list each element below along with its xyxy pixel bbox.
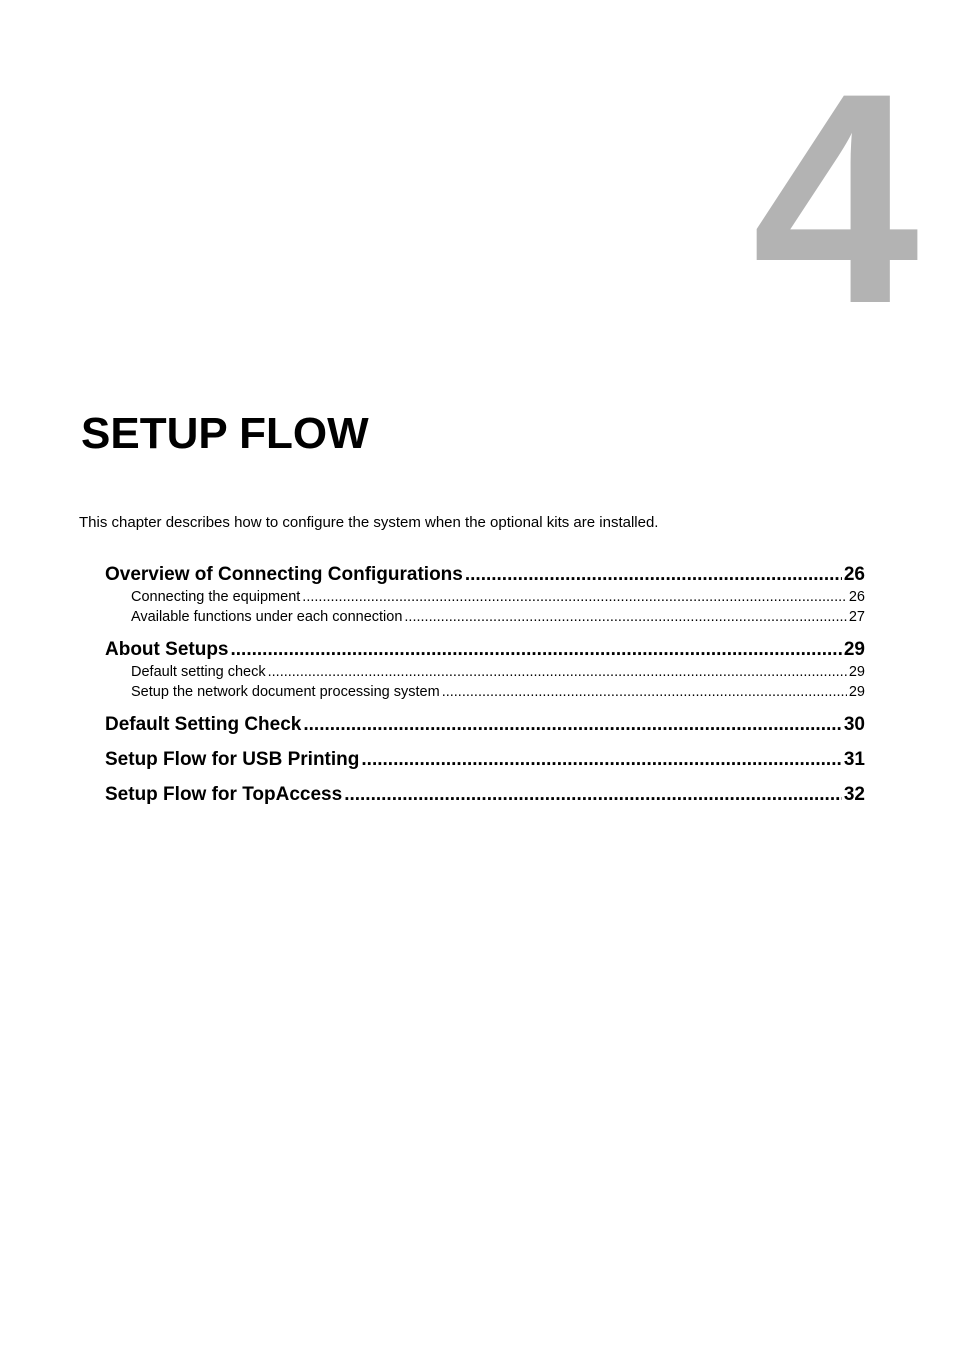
chapter-number: 4 [752,30,915,366]
toc-subentry[interactable] [131,682,865,702]
toc-section [105,713,865,737]
toc-section [105,748,865,772]
toc-entry-page: 32 [843,784,865,805]
toc-section [105,563,865,627]
toc-entry[interactable] [105,783,865,807]
toc-entry-page: 31 [843,749,865,770]
toc-leader-dots [302,587,847,607]
chapter-intro: This chapter describes how to configure the system when the optional kits are installed. [79,514,659,531]
toc-subentry-page: 29 [848,684,865,700]
toc-leader-dots [303,713,841,737]
toc-section [105,638,865,702]
toc-subentry[interactable] [131,662,865,682]
toc-leader-dots [344,783,842,807]
toc-subentry[interactable] [131,587,865,607]
toc-subentry-title: Default setting check [131,664,266,680]
toc-entry[interactable] [105,748,865,772]
toc-entry-page: 30 [843,714,865,735]
toc-entry-title: Setup Flow for TopAccess [105,784,343,805]
toc-entry[interactable] [105,638,865,662]
toc-leader-dots [465,563,842,587]
toc-entry-title: Overview of Connecting Configurations [105,564,463,585]
toc-leader-dots [268,662,847,682]
toc-entry-title: Setup Flow for USB Printing [105,749,360,770]
toc-subentry-page: 29 [848,664,865,680]
toc-entry[interactable] [105,713,865,737]
toc-leader-dots [442,682,847,702]
toc-entry-title: About Setups [105,639,229,660]
toc-subentry-title: Connecting the equipment [131,589,301,605]
table-of-contents [105,563,865,818]
toc-entry-page: 29 [843,639,865,660]
toc-subentry-page: 26 [848,589,865,605]
toc-subentry[interactable] [131,607,865,627]
toc-entry-page: 26 [843,564,865,585]
toc-subentry-title: Available functions under each connection [131,609,403,625]
toc-entry-title: Default Setting Check [105,714,302,735]
toc-leader-dots [361,748,841,772]
chapter-title: SETUP FLOW [81,409,369,458]
toc-subentry-title: Setup the network document processing system [131,684,440,700]
toc-subentry-page: 27 [848,609,865,625]
toc-leader-dots [404,607,846,627]
toc-section [105,783,865,807]
toc-entry[interactable] [105,563,865,587]
toc-leader-dots [231,638,842,662]
